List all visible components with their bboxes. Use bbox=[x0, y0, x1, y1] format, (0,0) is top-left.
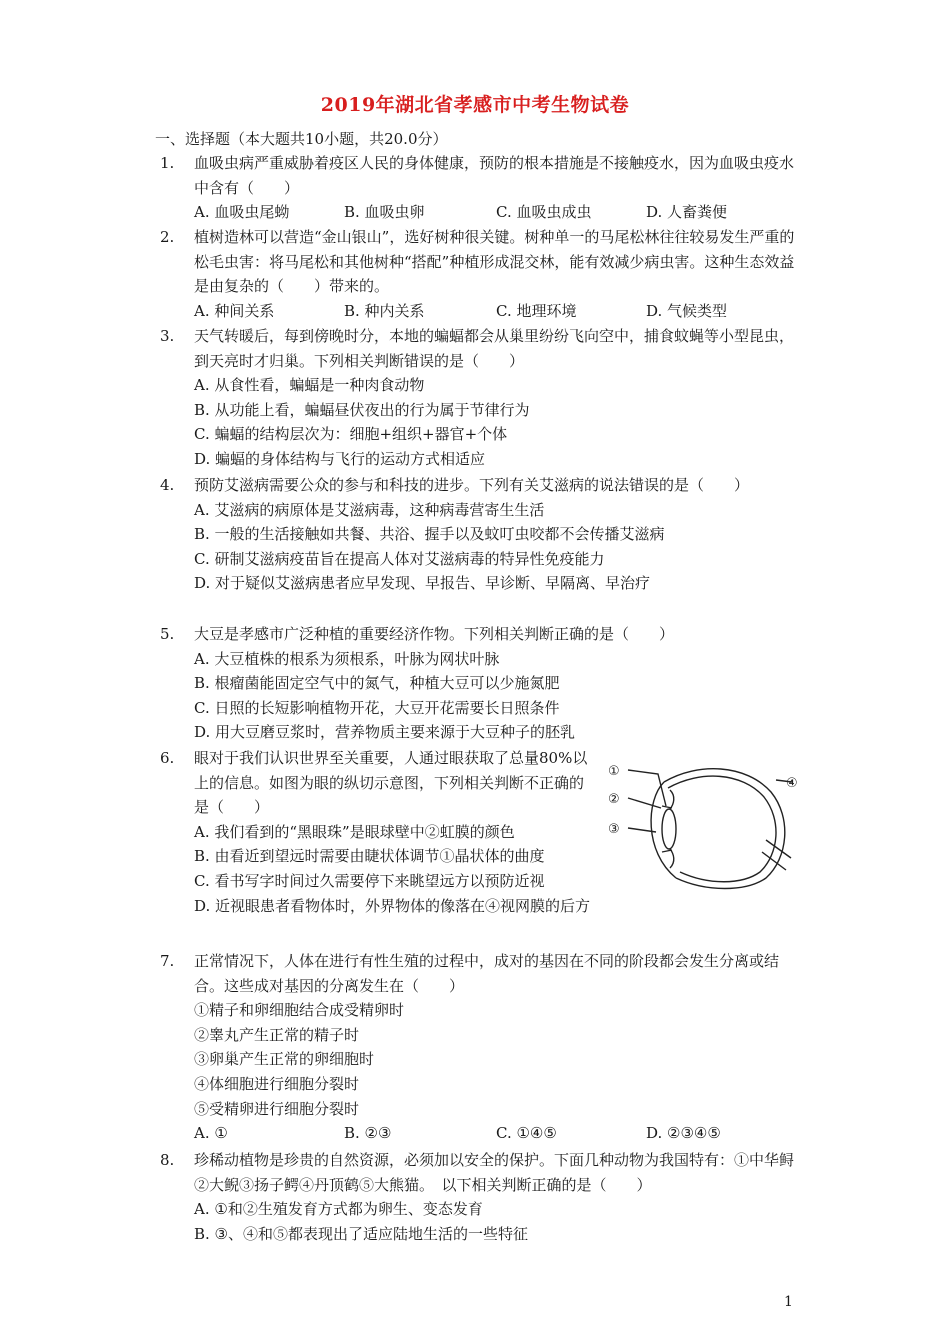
statement-4: ④体细胞进行细胞分裂时 bbox=[194, 1074, 360, 1093]
option-a: A. 大豆植株的根系为须根系，叶脉为网状叶脉 bbox=[194, 649, 500, 668]
option-d: D. 用大豆磨豆浆时，营养物质主要来源于大豆种子的胚乳 bbox=[194, 723, 576, 742]
option-b: B. 血吸虫卵 bbox=[344, 203, 425, 222]
option-d: D. ②③④⑤ bbox=[646, 1124, 721, 1143]
question-stem: 正常情况下，人体在进行有性生殖的过程中，成对的基因在不同的阶段都会发生分离或结合。这些成对基因的分离发生在（ ） bbox=[194, 952, 780, 995]
question-number: 4. bbox=[160, 476, 175, 494]
option-b: B. 从功能上看，蝙蝠昼伏夜出的行为属于节律行为 bbox=[194, 400, 530, 419]
option-d: D. 人畜粪便 bbox=[646, 203, 728, 222]
statement-2: ②睾丸产生正常的精子时 bbox=[194, 1025, 360, 1044]
option-b: B. 一般的生活接触如共餐、共浴、握手以及蚊叮虫咬都不会传播艾滋病 bbox=[194, 525, 665, 544]
option-b: B. 由看近到望远时需要由睫状体调节①晶状体的曲度 bbox=[194, 847, 545, 866]
statement-1: ①精子和卵细胞结合成受精卵时 bbox=[194, 1001, 405, 1020]
statement-5: ⑤受精卵进行细胞分裂时 bbox=[194, 1099, 360, 1118]
option-a: A. 种间关系 bbox=[194, 301, 275, 320]
option-c: C. 看书写字时间过久需要停下来眺望远方以预防近视 bbox=[194, 871, 545, 890]
option-c: C. 蝙蝠的结构层次为：细胞+组织+器官+个体 bbox=[194, 425, 508, 444]
option-a: A. 血吸虫尾蚴 bbox=[194, 203, 290, 222]
question-stem: 眼对于我们认识世界至关重要，人通过眼获取了总量80%以上的信息。如图为眼的纵切示意图，下列相关判断不正确的是（ ） bbox=[194, 749, 588, 817]
option-a: A. 艾滋病的病原体是艾滋病毒，这种病毒营寄生生活 bbox=[194, 500, 545, 519]
question-number: 7. bbox=[160, 952, 175, 970]
question-number: 8. bbox=[160, 1151, 175, 1169]
diagram-label-4: ④ bbox=[786, 776, 798, 791]
option-d: D. 蝙蝠的身体结构与飞行的运动方式相适应 bbox=[194, 449, 486, 468]
question-1 bbox=[160, 151, 800, 225]
question-stem: 植树造林可以营造“金山银山”，选好树种很关键。树种单一的马尾松林往往较易发生严重的松毛虫害：将马尾松和其他树种“搭配”种植形成混交林，能有效减少病虫害。这种生态效益是由复杂的（ ）带来的。 bbox=[194, 228, 795, 296]
option-c: C. 日照的长短影响植物开花，大豆开花需要长日照条件 bbox=[194, 698, 560, 717]
option-c: C. 地理环境 bbox=[496, 301, 577, 320]
question-8 bbox=[160, 1148, 800, 1246]
question-7 bbox=[160, 949, 800, 1146]
question-stem: 血吸虫病严重威胁着疫区人民的身体健康，预防的根本措施是不接触疫水，因为血吸虫疫水中含有（ ） bbox=[194, 154, 795, 197]
statement-3: ③卵巢产生正常的卵细胞时 bbox=[194, 1050, 375, 1069]
section-heading: 一、选择题（本大题共10小题，共20.0分） bbox=[155, 130, 448, 148]
option-d: D. 近视眼患者看物体时，外界物体的像落在④视网膜的后方 bbox=[194, 896, 591, 915]
options-row bbox=[194, 200, 800, 225]
option-a: A. ①和②生殖发育方式都为卵生、变态发育 bbox=[194, 1200, 483, 1219]
option-a: A. ① bbox=[194, 1124, 228, 1143]
option-d: D. 对于疑似艾滋病患者应早发现、早报告、早诊断、早隔离、早治疗 bbox=[194, 574, 651, 593]
question-number: 5. bbox=[160, 625, 175, 643]
option-d: D. 气候类型 bbox=[646, 301, 728, 320]
question-4 bbox=[160, 473, 800, 596]
options-row bbox=[194, 299, 800, 324]
diagram-label-3: ③ bbox=[608, 822, 620, 837]
page-title: 2019年湖北省孝感市中考生物试卷 bbox=[320, 94, 630, 116]
option-c: C. 研制艾滋病疫苗旨在提高人体对艾滋病毒的特异性免疫能力 bbox=[194, 549, 605, 568]
question-stem: 天气转暖后，每到傍晚时分，本地的蝙蝠都会从巢里纷纷飞向空中，捕食蚊蝇等小型昆虫，到天亮时才归巢。下列相关判断错误的是（ ） bbox=[194, 327, 795, 370]
option-a: A. 从食性看，蝙蝠是一种肉食动物 bbox=[194, 376, 425, 395]
question-stem: 预防艾滋病需要公众的参与和科技的进步。下列有关艾滋病的说法错误的是（ ） bbox=[194, 476, 750, 494]
diagram-label-1: ① bbox=[608, 764, 620, 779]
diagram-label-2: ② bbox=[608, 792, 620, 807]
question-2 bbox=[160, 225, 800, 323]
option-b: B. ②③ bbox=[344, 1124, 392, 1143]
option-c: C. ①④⑤ bbox=[496, 1124, 557, 1143]
option-b: B. ③、④和⑤都表现出了适应陆地生活的一些特征 bbox=[194, 1224, 529, 1243]
question-stem: 大豆是孝感市广泛种植的重要经济作物。下列相关判断正确的是（ ） bbox=[194, 625, 675, 643]
options-row bbox=[194, 1121, 800, 1146]
page-number: 1 bbox=[784, 1294, 793, 1310]
option-b: B. 根瘤菌能固定空气中的氮气，种植大豆可以少施氮肥 bbox=[194, 674, 560, 693]
question-3 bbox=[160, 324, 800, 472]
option-b: B. 种内关系 bbox=[344, 301, 425, 320]
eye-cross-section-diagram bbox=[606, 760, 801, 895]
question-number: 2. bbox=[160, 228, 175, 246]
question-5 bbox=[160, 622, 800, 745]
option-c: C. 血吸虫成虫 bbox=[496, 203, 592, 222]
question-number: 1. bbox=[160, 154, 175, 172]
question-stem: 珍稀动植物是珍贵的自然资源，必须加以安全的保护。下面几种动物为我国特有：①中华鲟②大鲵③扬子鳄④丹顶鹤⑤大熊猫。 以下相关判断正确的是（ ） bbox=[194, 1151, 795, 1194]
question-number: 6. bbox=[160, 749, 175, 767]
option-a: A. 我们看到的“黑眼珠”是眼球壁中②虹膜的颜色 bbox=[194, 822, 515, 841]
question-number: 3. bbox=[160, 327, 175, 345]
